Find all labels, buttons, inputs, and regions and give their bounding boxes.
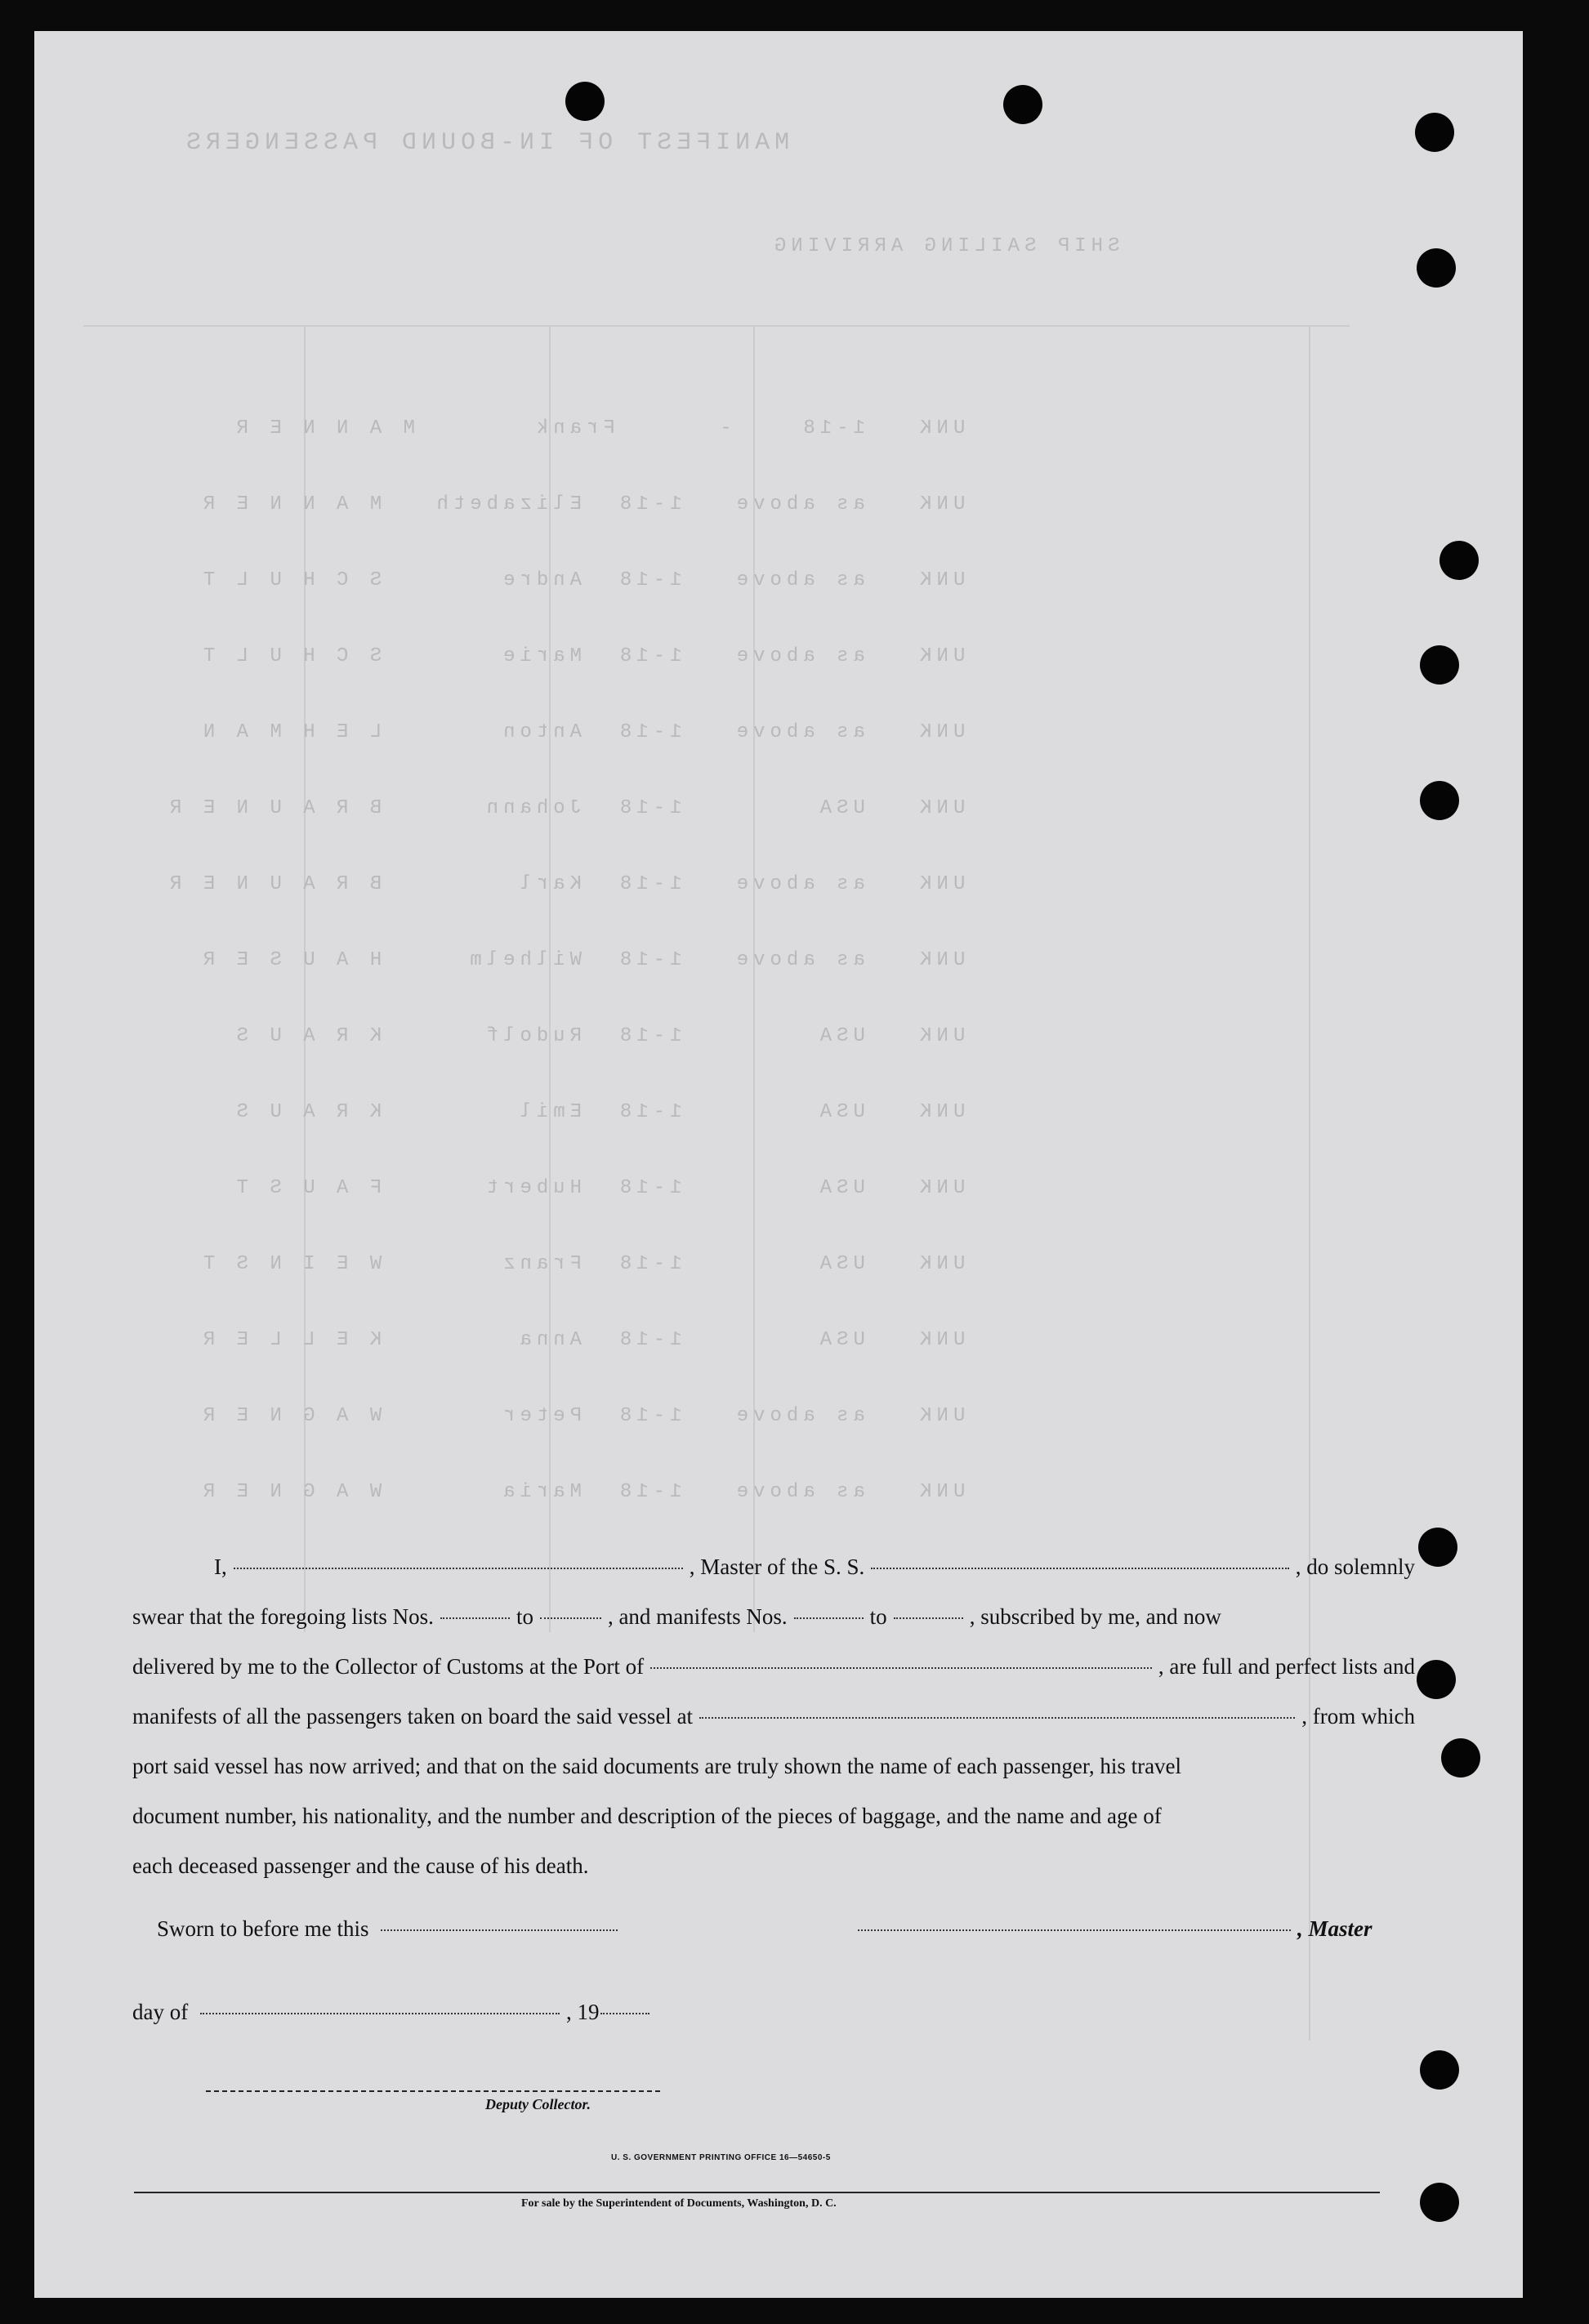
- punch-hole: [1420, 2183, 1459, 2222]
- bleed-through-rows: UNK 1-18 - Frank M A N N E R UNK as above 1-18 Elizabeth M A N N E R UNK as above 1-18 Andre S C H U L T UNK as above 1-18 Marie S C H U L T UNK as above 1-18 Anton L E H M A N UNK USA 1-18 Johann B R A U N E R UNK as above 1-18 Karl B R A U N E R UNK as above 1-18 Wilhelm H A U S E R UNK USA 1-18 Rudolf K R A U S UNK USA 1-18 Emil K R A U S UNK USA 1-18 Hubert F A U S T UNK USA 1-18 Franz W E I N S T UNK USA 1-18 Anna K E L L E R UNK as above 1-18 Peter W A G N E R UNK as above 1-18 Maria W A G N E R: [165, 417, 966, 1503]
- oath-line6: document number, his nationality, and the number and description of the pieces of baggage, and the name and age of: [132, 1804, 1162, 1828]
- oath-line4-end: , from which: [1301, 1704, 1415, 1729]
- oath-line2-start: swear that the foregoing lists Nos.: [132, 1604, 434, 1629]
- for-sale-notice: For sale by the Superintendent of Documents, Washington, D. C.: [521, 2197, 837, 2210]
- deputy-signature-rule[interactable]: [206, 2090, 660, 2092]
- embarkation-port-field[interactable]: [699, 1717, 1295, 1719]
- bleed-through-rule: [83, 325, 1350, 327]
- punch-hole: [1417, 1660, 1456, 1699]
- lists-to-field[interactable]: [540, 1617, 601, 1619]
- port-field[interactable]: [650, 1667, 1152, 1669]
- manifest-page: [34, 31, 1523, 2298]
- vessel-name-field[interactable]: [871, 1568, 1289, 1569]
- punch-hole: [1420, 2050, 1459, 2090]
- oath-line-5: [132, 1742, 1415, 1791]
- lists-from-field[interactable]: [440, 1617, 510, 1619]
- punch-hole: [1441, 1738, 1480, 1778]
- oath-master-of: , Master of the S. S.: [689, 1555, 865, 1579]
- oath-line3-start: delivered by me to the Collector of Customs at the Port of: [132, 1654, 645, 1679]
- bleed-through-header: MANIFEST OF IN-BOUND PASSENGERS: [181, 129, 790, 157]
- oath-line5: port said vessel has now arrived; and that on the said documents are truly shown the name of each passenger, his travel: [132, 1754, 1182, 1778]
- sworn-line: [157, 1916, 624, 1942]
- oath-line2-end: , subscribed by me, and now: [969, 1604, 1221, 1629]
- oath-to-2: to: [869, 1604, 887, 1629]
- master-signature-field[interactable]: [858, 1929, 1291, 1931]
- punch-hole: [1418, 1528, 1457, 1567]
- oath-line-4: [132, 1692, 1415, 1742]
- manifests-from-field[interactable]: [794, 1617, 864, 1619]
- punch-hole: [1415, 113, 1454, 152]
- punch-hole: [1439, 541, 1479, 580]
- master-oath: [132, 1542, 1415, 1891]
- day-of-label: day of: [132, 2000, 189, 2024]
- master-signature-line: [858, 1916, 1373, 1942]
- punch-hole: [1420, 645, 1459, 685]
- master-label: , Master: [1297, 1916, 1373, 1941]
- oath-to-1: to: [516, 1604, 533, 1629]
- sworn-date-field[interactable]: [381, 1929, 618, 1931]
- oath-line-6: [132, 1791, 1415, 1841]
- oath-line1-end: , do solemnly: [1295, 1555, 1415, 1579]
- oath-line4-start: manifests of all the passengers taken on board the said vessel at: [132, 1704, 694, 1729]
- punch-hole: [1003, 85, 1042, 124]
- day-of-field[interactable]: [200, 2013, 560, 2014]
- footer-rule: [134, 2192, 1380, 2193]
- punch-hole: [1417, 248, 1456, 288]
- oath-line-2: [132, 1592, 1415, 1642]
- master-name-field[interactable]: [234, 1568, 683, 1569]
- sworn-label: Sworn to before me this: [157, 1916, 369, 1941]
- punch-hole: [565, 82, 605, 121]
- oath-line3-end: , are full and perfect lists and: [1158, 1654, 1415, 1679]
- oath-and-manifests: , and manifests Nos.: [607, 1604, 788, 1629]
- day-of-line: [132, 2000, 656, 2025]
- oath-line7: each deceased passenger and the cause of his death.: [132, 1853, 589, 1878]
- year-field[interactable]: [600, 2013, 649, 2014]
- bleed-through-subheader: SHIP SAILING ARRIVING: [770, 235, 1120, 257]
- oath-line-7: [132, 1841, 1415, 1891]
- year-prefix: , 19: [565, 2000, 600, 2024]
- manifests-to-field[interactable]: [894, 1617, 963, 1619]
- punch-hole: [1420, 781, 1459, 820]
- deputy-collector-label: Deputy Collector.: [485, 2096, 591, 2112]
- gpo-imprint: U. S. GOVERNMENT PRINTING OFFICE 16—54650-5: [611, 2153, 831, 2162]
- oath-i: I,: [214, 1555, 227, 1579]
- oath-line-1: [132, 1542, 1415, 1592]
- oath-line-3: [132, 1642, 1415, 1692]
